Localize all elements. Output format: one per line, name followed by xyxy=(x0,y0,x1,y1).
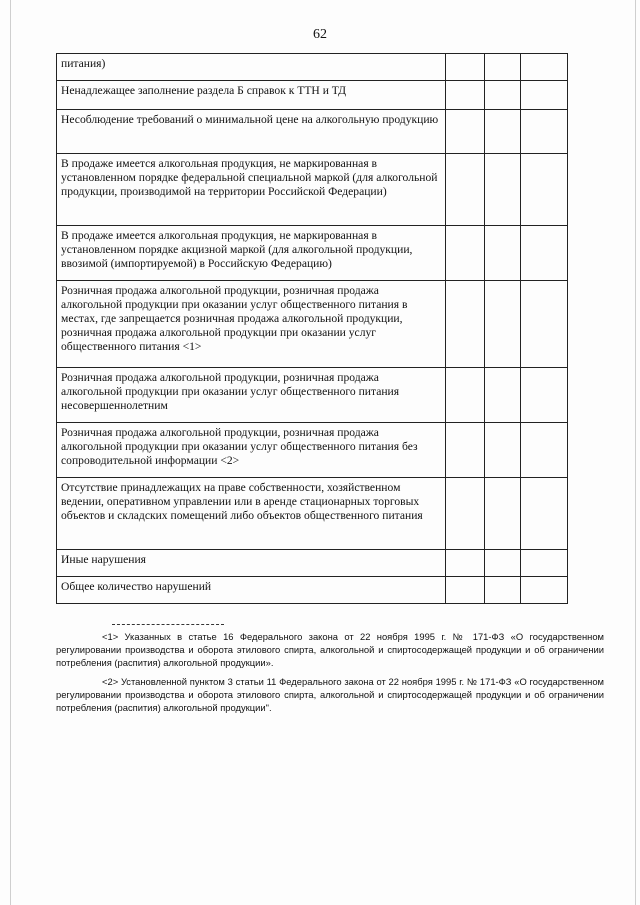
footnote-2: <2> Установленной пунктом 3 статьи 11 Федерального закона от 22 ноября 1995 г. № 171-ФЗ «О государственном регулировании производства и оборота этилового спирта, алкогольной и спиртосодержащей продукции и об ограничении потребления (распития) алкогольной продукции". xyxy=(56,676,604,713)
value-cell xyxy=(485,478,521,550)
value-cell xyxy=(521,423,568,478)
footnote-separator xyxy=(112,624,224,625)
value-cell xyxy=(521,110,568,154)
value-cell xyxy=(446,54,485,81)
value-cell xyxy=(485,154,521,226)
value-cell xyxy=(446,478,485,550)
table-row xyxy=(57,154,568,226)
row-description: Отсутствие принадлежащих на праве собственности, хозяйственном ведении, оперативном управлении или в аренде стационарных торговых объектов и складских помещений либо объектов общественного питания xyxy=(57,478,446,550)
table-row xyxy=(57,81,568,110)
value-cell xyxy=(485,81,521,110)
table-row xyxy=(57,281,568,368)
value-cell xyxy=(485,281,521,368)
table-row xyxy=(57,54,568,81)
page-number: 62 xyxy=(313,27,327,42)
value-cell xyxy=(485,226,521,281)
value-cell xyxy=(446,281,485,368)
value-cell xyxy=(446,226,485,281)
row-description: Ненадлежащее заполнение раздела Б справок к ТТН и ТД xyxy=(57,81,446,110)
row-description: В продаже имеется алкогольная продукция, не маркированная в установленном порядке акцизной маркой (для алкогольной продукции, ввозимой (импортируемой) в Российскую Федерацию) xyxy=(57,226,446,281)
table-row xyxy=(57,423,568,478)
table-row xyxy=(57,368,568,423)
table-row xyxy=(57,577,568,604)
value-cell xyxy=(446,577,485,604)
page-right-edge xyxy=(635,0,636,905)
value-cell xyxy=(521,368,568,423)
row-description: питания) xyxy=(57,54,446,81)
row-description: Розничная продажа алкогольной продукции, розничная продажа алкогольной продукции при оказании услуг общественного питания в местах, где запрещается розничная продажа алкогольной продукции, розничная продажа алкогольной продукции при оказании услуг общественного питания <1> xyxy=(57,281,446,368)
value-cell xyxy=(521,281,568,368)
row-description: Несоблюдение требований о минимальной цене на алкогольную продукцию xyxy=(57,110,446,154)
row-description: Розничная продажа алкогольной продукции, розничная продажа алкогольной продукции при оказании услуг общественного питания без сопроводительной информации <2> xyxy=(57,423,446,478)
value-cell xyxy=(485,550,521,577)
value-cell xyxy=(521,54,568,81)
table-row xyxy=(57,550,568,577)
row-description: Иные нарушения xyxy=(57,550,446,577)
value-cell xyxy=(521,226,568,281)
row-description: Общее количество нарушений xyxy=(57,577,446,604)
value-cell xyxy=(521,154,568,226)
value-cell xyxy=(485,54,521,81)
value-cell xyxy=(446,550,485,577)
value-cell xyxy=(485,110,521,154)
violations-table xyxy=(56,53,568,604)
value-cell xyxy=(446,154,485,226)
row-description: Розничная продажа алкогольной продукции, розничная продажа алкогольной продукции при оказании услуг общественного питания несовершеннолетним xyxy=(57,368,446,423)
row-description: В продаже имеется алкогольная продукция, не маркированная в установленном порядке федеральной специальной маркой (для алкогольной продукции, производимой на территории Российской Федерации) xyxy=(57,154,446,226)
value-cell xyxy=(485,423,521,478)
value-cell xyxy=(521,550,568,577)
value-cell xyxy=(446,81,485,110)
table-row xyxy=(57,478,568,550)
value-cell xyxy=(521,577,568,604)
value-cell xyxy=(485,368,521,423)
value-cell xyxy=(485,577,521,604)
value-cell xyxy=(446,110,485,154)
table-row xyxy=(57,226,568,281)
footnote-1: <1> Указанных в статье 16 Федерального закона от 22 ноября 1995 г. № 171-ФЗ «О государственном регулировании производства и оборота этилового спирта, алкогольной и спиртосодержащей продукции и об ограничении потребления (распития) алкогольной продукции». xyxy=(56,631,604,668)
value-cell xyxy=(446,423,485,478)
value-cell xyxy=(521,478,568,550)
table-row xyxy=(57,110,568,154)
value-cell xyxy=(446,368,485,423)
page-left-edge xyxy=(10,0,11,905)
value-cell xyxy=(521,81,568,110)
